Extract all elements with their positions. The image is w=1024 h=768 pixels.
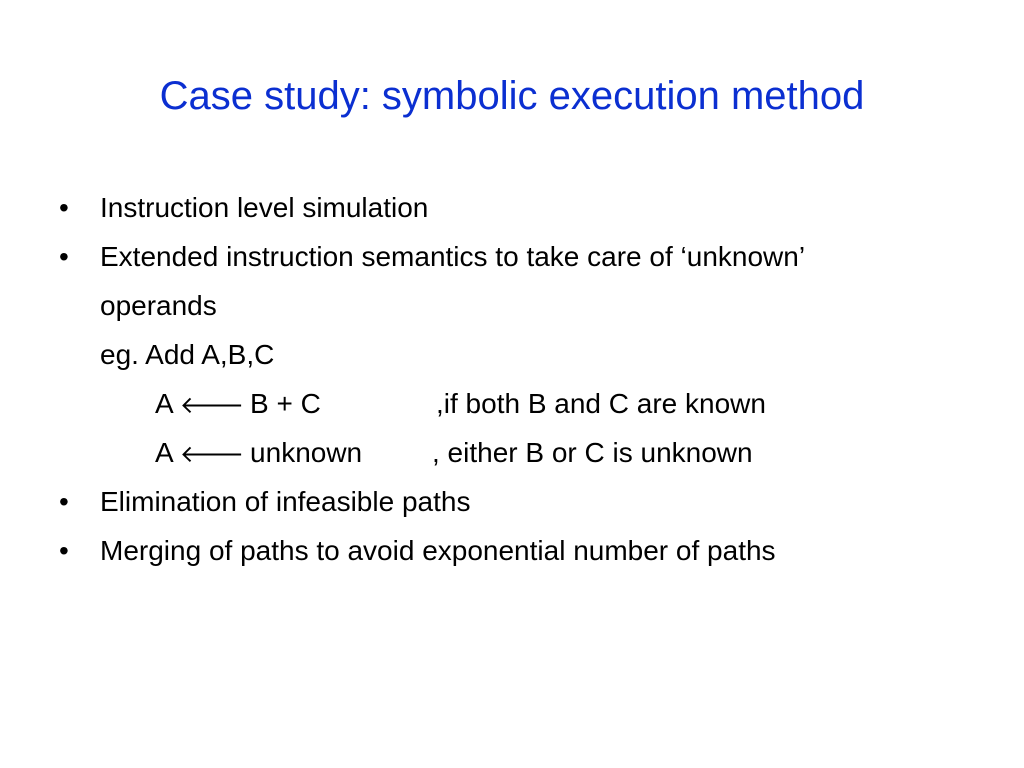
bullet-marker: • (59, 486, 69, 517)
rule-known-condition: ,if both B and C are known (436, 388, 766, 419)
rule-unknown-condition: , either B or C is unknown (432, 437, 753, 468)
bullet-marker: • (59, 192, 69, 223)
bullet-elimination-infeasible-paths: Elimination of infeasible paths (100, 486, 471, 517)
left-arrow-icon: 🡐 (179, 440, 245, 468)
left-arrow-icon: 🡐 (179, 391, 245, 419)
rule-lhs: A (155, 437, 174, 468)
bullet-marker: • (59, 535, 69, 566)
bullet-extended-semantics-line1: Extended instruction semantics to take care of ‘unknown’ (100, 241, 806, 272)
rule-known-operands (155, 387, 321, 422)
bullet-marker: • (59, 241, 69, 272)
slide-title: Case study: symbolic execution method (159, 74, 865, 118)
rule-unknown-operands (155, 436, 362, 471)
example-add-instruction: eg. Add A,B,C (100, 339, 275, 370)
bullet-instruction-level-simulation: Instruction level simulation (100, 192, 429, 223)
bullet-extended-semantics-line2: operands (100, 290, 217, 321)
bullet-merging-paths: Merging of paths to avoid exponential number of paths (100, 535, 776, 566)
rule-lhs: A (155, 388, 174, 419)
rule-rhs: unknown (250, 437, 363, 468)
rule-rhs: B + C (250, 388, 321, 419)
